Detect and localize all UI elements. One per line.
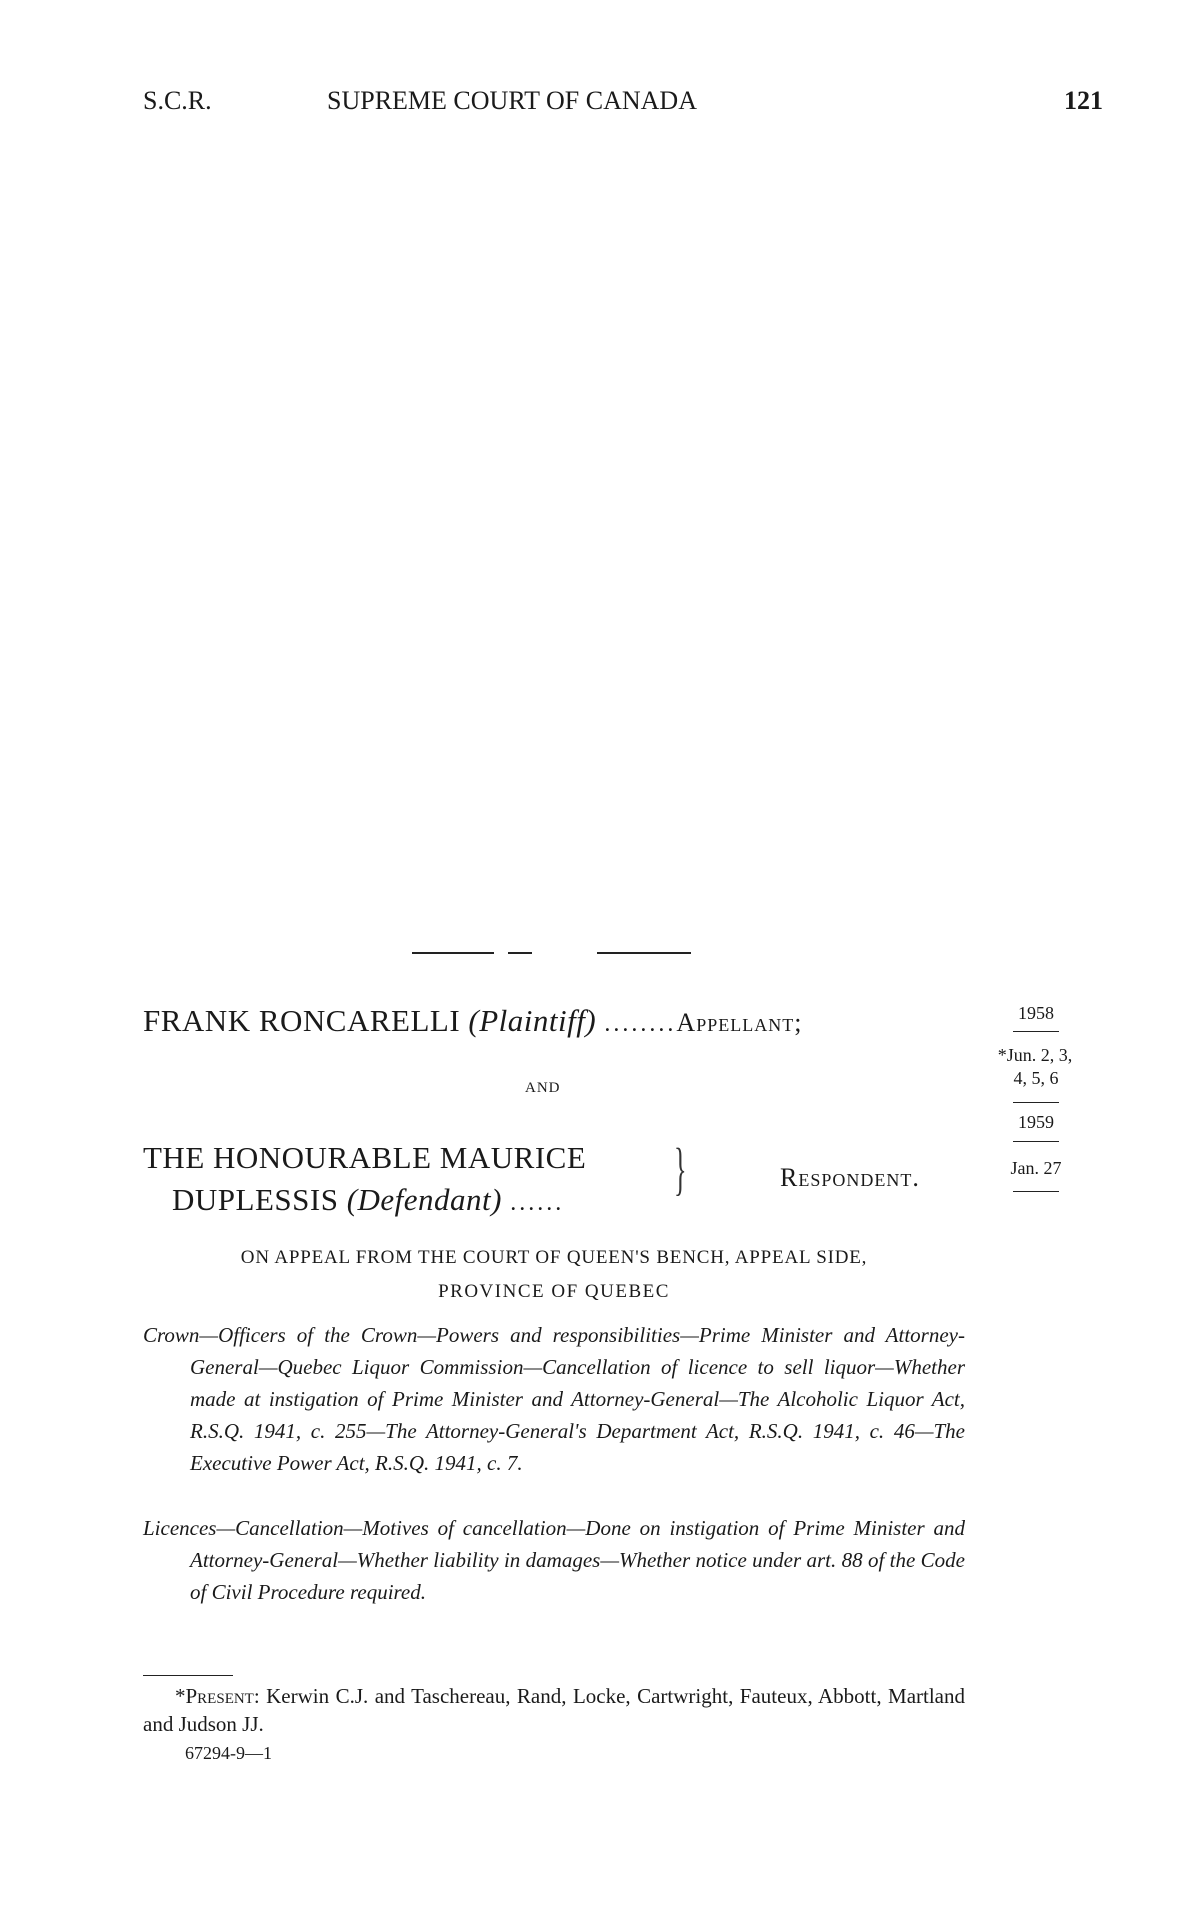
respondent-name: DUPLESSIS bbox=[172, 1182, 339, 1217]
ornament-rule-left bbox=[412, 952, 494, 954]
respondent-line-2 bbox=[172, 1182, 564, 1218]
header-court-abbrev: S.C.R. bbox=[143, 86, 212, 115]
footnote-judges: Kerwin C.J. and Taschereau, Rand, Locke, Cartwright, Fauteux, Abbott, Martland and Judson JJ. bbox=[143, 1684, 965, 1736]
brace-symbol: } bbox=[674, 1136, 687, 1201]
ornament-rule-right bbox=[597, 952, 691, 954]
appellant-line bbox=[143, 1003, 802, 1039]
margin-year-1959: 1959 bbox=[1018, 1112, 1054, 1132]
catchword-paragraph-crown: Crown—Officers of the Crown—Powers and responsibilities—Prime Minister and Attorney-General—Quebec Liquor Commission—Cancellation of licence to sell liquor—Whether made at instigation of Prime Minister and Attorney-General—The Alcoholic Liquor Act, R.S.Q. 1941, c. 255—The Attorney-General's Department Act, R.S.Q. 1941, c. 46—The Executive Power Act, R.S.Q. 1941, c. 7. bbox=[143, 1323, 965, 1475]
footnote-rule bbox=[143, 1675, 233, 1676]
margin-dates-1-line1: *Jun. 2, 3, bbox=[997, 1045, 1073, 1065]
ornament-rule-mid bbox=[508, 952, 532, 954]
catchword-paragraph-licences: Licences—Cancellation—Motives of cancellation—Done on instigation of Prime Minister and Attorney-General—Whether liability in damages—Whether notice under art. 88 of the Code of Civil Procedure required. bbox=[143, 1516, 965, 1604]
and-word: and bbox=[525, 1072, 561, 1097]
margin-brace-rule-2 bbox=[1013, 1141, 1059, 1142]
appellant-dots: ........ bbox=[604, 1011, 677, 1037]
footnote-present bbox=[143, 1682, 965, 1738]
appellant-name: FRANK RONCARELLI bbox=[143, 1003, 461, 1038]
footnote-label: *Present: bbox=[175, 1684, 260, 1708]
respondent-status: (Defendant) bbox=[346, 1182, 502, 1217]
page-number: 121 bbox=[1064, 86, 1103, 115]
appellant-status: (Plaintiff) bbox=[468, 1003, 597, 1038]
margin-brace-rule bbox=[1013, 1031, 1059, 1032]
respondent-role: Respondent. bbox=[780, 1163, 920, 1192]
margin-dates-2: Jan. 27 bbox=[1010, 1158, 1062, 1178]
respondent-line-1: THE HONOURABLE MAURICE bbox=[143, 1140, 587, 1175]
respondent-dots: ...... bbox=[510, 1190, 565, 1216]
margin-rule-1 bbox=[1013, 1102, 1059, 1103]
margin-year-1958: 1958 bbox=[1018, 1003, 1054, 1023]
header-court-name: SUPREME COURT OF CANADA bbox=[327, 86, 697, 115]
print-code: 67294-9—1 bbox=[185, 1743, 272, 1763]
margin-dates-1-line2: 4, 5, 6 bbox=[1013, 1068, 1059, 1088]
appeal-heading-line1: ON APPEAL FROM THE COURT OF QUEEN'S BENCH, APPEAL SIDE, bbox=[240, 1247, 868, 1268]
appeal-heading-line2: PROVINCE OF QUEBEC bbox=[438, 1281, 670, 1302]
appellant-role: Appellant; bbox=[676, 1008, 803, 1037]
margin-rule-2 bbox=[1013, 1191, 1059, 1192]
